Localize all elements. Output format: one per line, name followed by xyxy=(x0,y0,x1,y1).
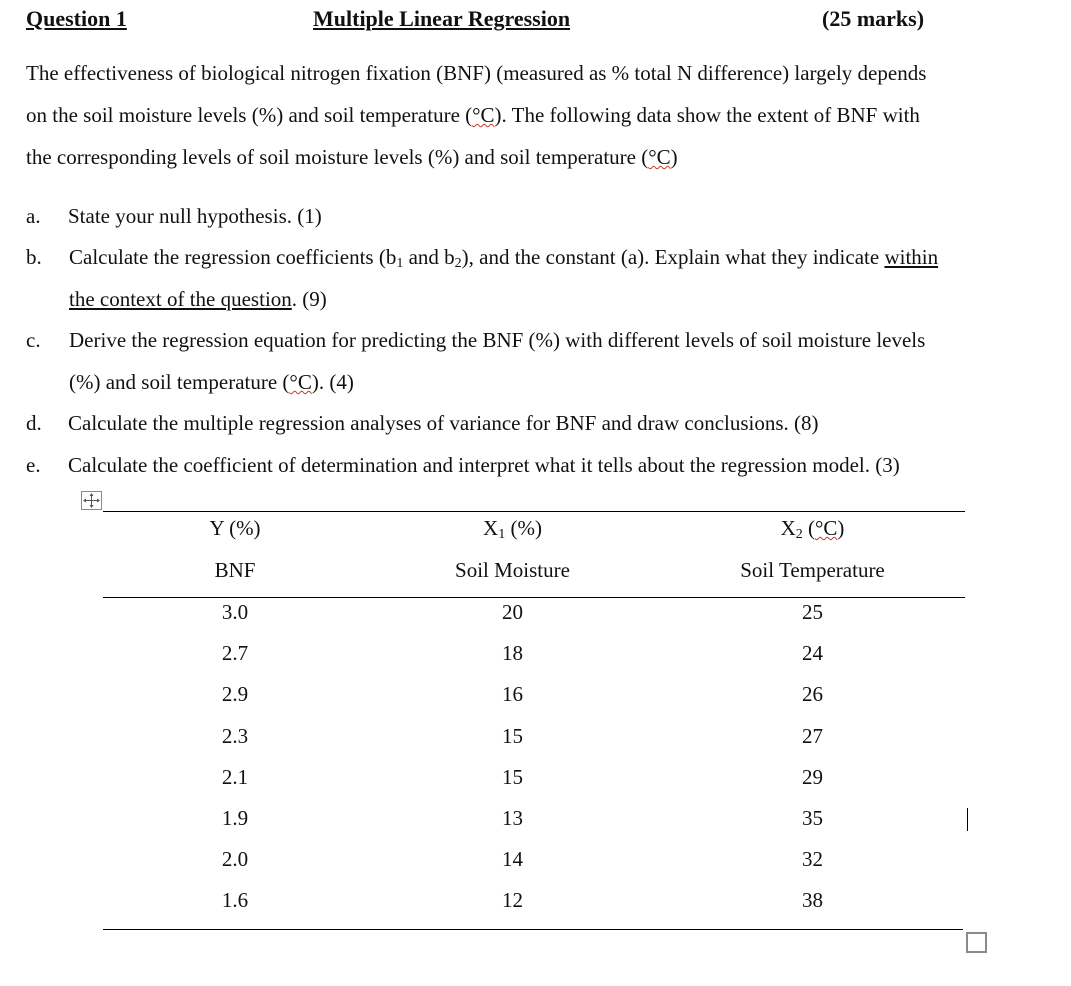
table-bottom-rule xyxy=(103,929,963,930)
question-letter: c. xyxy=(26,328,41,352)
cell-soil-moisture: 13 xyxy=(502,806,523,830)
intro-paragraph xyxy=(26,52,1051,178)
cell-bnf: 2.3 xyxy=(221,724,249,748)
column-subheader-x2: Soil Temperature xyxy=(740,558,885,582)
spellcheck-unit: °C xyxy=(289,370,312,394)
question-letter: e. xyxy=(26,453,41,477)
column-subheader-y: BNF xyxy=(214,558,256,582)
spellcheck-unit: °C xyxy=(815,516,838,540)
intro-line-3: the corresponding levels of soil moisture levels (%) and soil temperature (°C) xyxy=(26,145,678,169)
cell-bnf: 1.6 xyxy=(221,888,249,912)
column-header-x1: $X_1$ (%) xyxy=(483,516,542,542)
cell-bnf: 2.0 xyxy=(221,847,249,871)
cell-soil-temperature: 38 xyxy=(802,888,823,912)
cell-soil-temperature: 26 xyxy=(802,682,823,706)
question-text: Calculate the regression coefficients ($b_1$ and $b_2$), and the constant (a). Explain what they indicate within xyxy=(69,245,939,271)
question-letter: a. xyxy=(26,204,41,228)
question-letter: b. xyxy=(26,245,42,269)
column-header-y: Y (%) xyxy=(209,516,261,540)
cell-soil-temperature: 25 xyxy=(802,600,823,624)
question-marks: (25 marks) xyxy=(822,6,925,31)
intro-line-2: on the soil moisture levels (%) and soil temperature (°C). The following data show the extent of BNF with xyxy=(26,103,920,127)
question-topic: Multiple Linear Regression xyxy=(313,6,571,31)
question-text: Calculate the coefficient of determination and interpret what it tells about the regression model. (3) xyxy=(68,453,900,477)
cell-soil-moisture: 15 xyxy=(502,724,523,748)
cell-soil-moisture: 20 xyxy=(502,600,523,624)
question-letter: d. xyxy=(26,411,42,435)
spellcheck-unit: °C xyxy=(472,103,495,127)
cell-bnf: 1.9 xyxy=(221,806,249,830)
cell-bnf: 2.9 xyxy=(221,682,249,706)
question-text: State your null hypothesis. (1) xyxy=(68,204,322,228)
cell-bnf: 3.0 xyxy=(221,600,249,624)
cell-soil-moisture: 15 xyxy=(502,765,523,789)
question-text-continued: (%) and soil temperature (°C). (4) xyxy=(69,370,354,394)
cell-soil-moisture: 18 xyxy=(502,641,523,665)
cell-soil-moisture: 14 xyxy=(502,847,523,871)
cell-bnf: 2.7 xyxy=(221,641,249,665)
intro-line-1: The effectiveness of biological nitrogen fixation (BNF) (measured as % total N difference) largely depends xyxy=(26,61,927,85)
question-text: Derive the regression equation for predicting the BNF (%) with different levels of soil moisture levels xyxy=(69,328,926,352)
question-text-continued: the context of the question. (9) xyxy=(69,287,327,311)
text-cursor xyxy=(967,808,968,831)
cell-soil-moisture: 12 xyxy=(502,888,523,912)
table-resize-handle[interactable] xyxy=(966,932,987,953)
move-arrows-icon xyxy=(82,492,101,509)
table-top-rule xyxy=(103,511,965,512)
spellcheck-unit: °C xyxy=(648,145,671,169)
cell-soil-moisture: 16 xyxy=(502,682,523,706)
cell-soil-temperature: 29 xyxy=(802,765,823,789)
table-header-rule xyxy=(103,597,965,598)
cell-soil-temperature: 35 xyxy=(802,806,823,830)
question-header xyxy=(0,6,1071,36)
cell-soil-temperature: 32 xyxy=(802,847,823,871)
cell-soil-temperature: 24 xyxy=(802,641,823,665)
table-move-handle[interactable] xyxy=(81,491,102,510)
cell-soil-temperature: 27 xyxy=(802,724,823,748)
column-header-x2: $X_2$ (°C) xyxy=(780,516,845,542)
question-number: Question 1 xyxy=(26,6,127,31)
question-text: Calculate the multiple regression analyses of variance for BNF and draw conclusions. (8) xyxy=(68,411,819,435)
cell-bnf: 2.1 xyxy=(221,765,249,789)
column-subheader-x1: Soil Moisture xyxy=(455,558,570,582)
